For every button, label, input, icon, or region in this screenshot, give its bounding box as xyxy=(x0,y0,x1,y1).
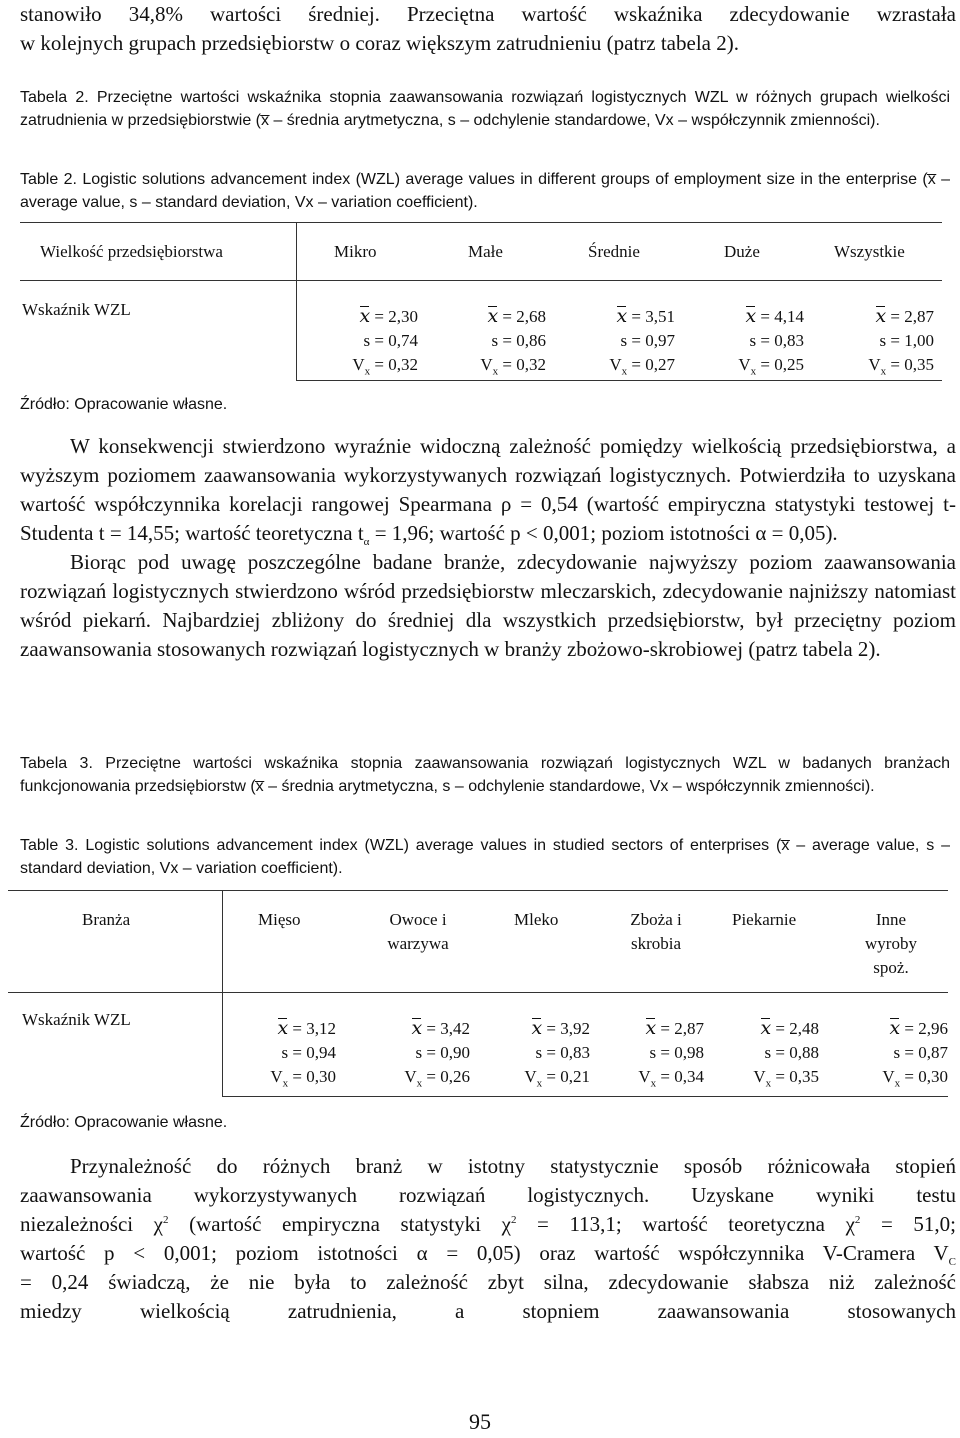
table3-header-zboza: Zboża i skrobia xyxy=(630,910,682,953)
table3-caption-en: Table 3. Logistic solutions advancement index (WZL) average values in studied sectors of enterprises (x̅ – average value, s – standard deviation, Vx – variation coefficient). xyxy=(20,837,950,877)
table3-cell-mieso xyxy=(218,1016,336,1089)
table3-row-label: Wskaźnik WZL xyxy=(22,1010,131,1029)
cv-value: $V_x = 0,27$ xyxy=(609,355,675,378)
mean-value: x = 2,87 xyxy=(645,1017,704,1039)
table3-header-mleko: Mleko xyxy=(514,910,559,929)
table3-header-branza: Branża xyxy=(82,910,131,929)
sd-value: s = 0,74 xyxy=(363,331,418,350)
cv-value: $V_x = 0,35$ xyxy=(753,1067,819,1090)
sd-value: s = 0,90 xyxy=(415,1043,470,1062)
intro-line-2: w kolejnych grupach przedsiębiorstw o coraz większym zatrudnieniu (patrz tabela 2). xyxy=(20,31,739,55)
table2-cell-duze xyxy=(686,304,804,377)
cv-value: $V_x = 0,32$ xyxy=(352,355,418,378)
table2-cell-wszystkie xyxy=(816,304,934,377)
sd-value: s = 0,83 xyxy=(749,331,804,350)
table3-header-rule xyxy=(8,992,948,993)
table2-row-label: Wskaźnik WZL xyxy=(22,300,131,319)
table3-cell-owoce xyxy=(352,1016,470,1089)
cv-value: $V_x = 0,30$ xyxy=(270,1067,336,1090)
table2-header-mikro: Mikro xyxy=(334,242,377,261)
sd-value: s = 0,94 xyxy=(281,1043,336,1062)
sd-value: s = 0,88 xyxy=(764,1043,819,1062)
table3-cell-piekarnie xyxy=(701,1016,819,1089)
mean-value: x = 2,48 xyxy=(760,1017,819,1039)
table3-cell-zboza xyxy=(586,1016,704,1089)
table3-header-mieso: Mięso xyxy=(258,910,301,929)
table2-cell-srednie xyxy=(557,304,675,377)
body2-line-6: miedzy wielkością zatrudnienia, a stopniem zaawansowania stosowanych xyxy=(20,1299,956,1323)
table2-header-male: Małe xyxy=(468,242,503,261)
mean-value: x = 3,42 xyxy=(411,1017,470,1039)
table3-caption-pl: Tabela 3. Przeciętne wartości wskaźnika stopnia zaawansowania rozwiązań logistycznych WZL w badanych branżach funkcjonowania przedsiębiorstw (x̅ – średnia arytmetyczna, s – odchylenie standardowe, Vx – współczynnik zmienności). xyxy=(20,755,950,795)
table3-source: Źródło: Opracowanie własne. xyxy=(20,1114,228,1131)
sd-value: s = 0,87 xyxy=(893,1043,948,1062)
table2-top-rule xyxy=(20,222,942,223)
cv-value: $V_x = 0,35$ xyxy=(868,355,934,378)
mean-value: x = 3,51 xyxy=(616,305,675,327)
table3-cell-mleko xyxy=(472,1016,590,1089)
mean-value: x = 3,92 xyxy=(531,1017,590,1039)
table2-header-duze: Duże xyxy=(724,242,760,261)
sd-value: s = 1,00 xyxy=(879,331,934,350)
table3-cell-inne xyxy=(830,1016,948,1089)
table2-caption-en: Table 2. Logistic solutions advancement index (WZL) average values in different groups of employment size in the enterprise (x̅ – average value, s – standard deviation, Vx – variation coefficient). xyxy=(20,171,950,211)
table2-header-wszystkie: Wszystkie xyxy=(834,242,905,261)
table2-header-rule xyxy=(20,280,942,281)
table3-header-piekarnie: Piekarnie xyxy=(732,910,797,929)
table2-cell-mikro xyxy=(300,304,418,377)
cv-value: $V_x = 0,32$ xyxy=(480,355,546,378)
cv-value: $V_x = 0,21$ xyxy=(524,1067,590,1090)
cv-value: $V_x = 0,26$ xyxy=(404,1067,470,1090)
table2-source: Źródło: Opracowanie własne. xyxy=(20,396,228,413)
body2-line-1: Przynależność do różnych branż w istotny statystycznie sposób różnicowała stopień xyxy=(70,1154,956,1178)
table3-bottom-rule xyxy=(222,1096,948,1097)
intro-line-1: stanowiło 34,8% wartości średniej. Przeciętna wartość wskaźnika zdecydowanie wzrastała xyxy=(20,2,956,26)
body2-line-5: = 0,24 świadczą, że nie była to zależność zbyt silna, zdecydowanie słabsza niż zależność xyxy=(20,1270,956,1294)
sd-value: s = 0,86 xyxy=(491,331,546,350)
paragraph-sectors: Biorąc pod uwagę poszczególne badane branże, zdecydowanie najwyższy poziom zaawansowania rozwiązań logistycznych stwierdzono wśród przedsiębiorstw mleczarskich, zdecydowanie najniższy natomiast wśród piekarń. Najbardziej zbliżony do średniej dla wszystkich przedsiębiorstw, był przeciętny poziom zaawansowania stosowanych rozwiązań logistycznych w branży zbożowo-skrobiowej (patrz tabela 2). xyxy=(20,550,956,661)
table2-caption-pl: Tabela 2. Przeciętne wartości wskaźnika stopnia zaawansowania rozwiązań logistycznych WZL w różnych grupach wielkości zatrudnienia w przedsiębiorstwie (x̅ – średnia arytmetyczna, s – odchylenie standardowe, Vx – współczynnik zmienności). xyxy=(20,89,950,129)
body2-line-2: zaawansowania wykorzystywanych rozwiązań logistycznych. Uzyskane wyniki testu xyxy=(20,1183,956,1207)
mean-value: x = 3,12 xyxy=(277,1017,336,1039)
body-paragraphs-1 xyxy=(20,432,956,664)
mean-value: x = 2,87 xyxy=(875,305,934,327)
mean-value: x = 2,30 xyxy=(359,305,418,327)
sd-value: s = 0,98 xyxy=(649,1043,704,1062)
page-number: 95 xyxy=(469,1409,491,1434)
cv-value: $V_x = 0,25$ xyxy=(738,355,804,378)
cv-value: $V_x = 0,30$ xyxy=(882,1067,948,1090)
table3-header-owoce: Owoce i warzywa xyxy=(387,910,449,953)
table2-col-divider xyxy=(296,222,297,380)
table2-cell-male xyxy=(428,304,546,377)
body2-line-3: niezależności $\chi^2$ (wartość empiryczna statystyki $\chi^2 = 113,1$; wartość teoretyczna $\chi^2 = 51,0$; xyxy=(20,1212,957,1236)
sd-value: s = 0,83 xyxy=(535,1043,590,1062)
cv-value: $V_x = 0,34$ xyxy=(638,1067,704,1090)
table2-header-size: Wielkość przedsiębiorstwa xyxy=(40,242,223,261)
table3-top-rule xyxy=(8,890,948,891)
table2-header-srednie: Średnie xyxy=(588,242,640,261)
paragraph-correlation: W konsekwencji stwierdzono wyraźnie widoczną zależność pomiędzy wielkością przedsiębiorstwa, a wyższym poziomem zaawansowania wykorzystywanych rozwiązań logistycznych. Potwierdziła to uzyskana wartość współczynnika korelacji rangowej Spearmana ρ = 0,54 (wartość empiryczna statystyki testowej t-Studenta t = 14,55; wartość teoretyczna $t_\alpha = 1,96$; wartość p < 0,001; poziom istotności α = 0,05). xyxy=(20,434,956,549)
table2-bottom-rule xyxy=(296,380,942,381)
mean-value: x = 2,96 xyxy=(889,1017,948,1039)
mean-value: x = 4,14 xyxy=(745,305,804,327)
table3-header-inne: Inne wyroby spoż. xyxy=(865,910,917,977)
body2-line-4: wartość p < 0,001; poziom istotności α = 0,05) oraz wartość współczynnika V-Cramera $V_C$ xyxy=(20,1241,956,1269)
mean-value: x = 2,68 xyxy=(487,305,546,327)
sd-value: s = 0,97 xyxy=(620,331,675,350)
